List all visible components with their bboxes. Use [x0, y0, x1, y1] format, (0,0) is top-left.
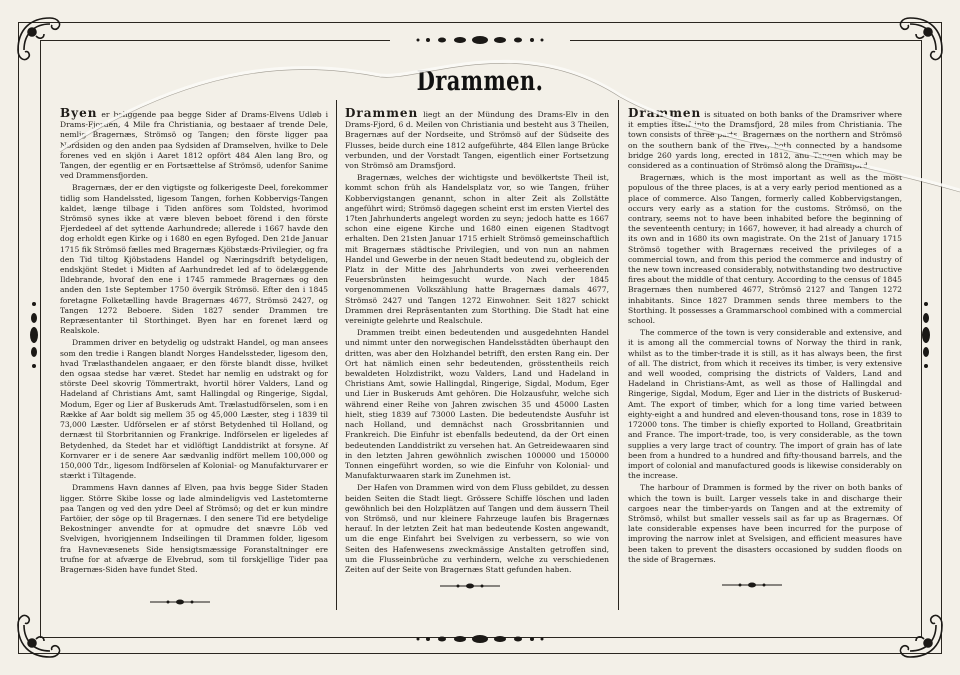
paragraph-text: Drammens Havn dannes af Elven, paa hvis begge Sider Staden ligger. Större Skibe losse og lade almindeligvis ved Lastetomterne paa Tangen og ved den ydre Deel af Strömsö; og det er kun mindre Fartöier, der söge op til Bragernæs. I den senere Tid ere betydelige Bekostninger anvendte for at opmudre det snævre Löb ved Svelvigen, hvorigjennem Indseilingen til Drammen folder, ligesom fra Havnevæsenets Side hensigtsmæssige Foranstaltninger ere trufne for at afværge de Elvebrud, som til forskjellige Tider paa Bragernæs-Siden have fundet Sted. [60, 483, 328, 574]
paragraph-text: Bragernæs, welches der wichtigste und bevölkertste Theil ist, kommt schon früh als Handelsplatz vor, so wie Tangen, früher Kobbervigstangen genannt, schon in alter Zeit als Zollstätte angeführt wird; Strömsö dagegen scheint erst im ersten Viertel des 17ten Jahrhunderts angelegt worden zu seyn; jedoch hatte es 1667 schon eine eigene Kirche und 1680 einen eigenen Stadtvogt erhalten. Den 21sten Januar 1715 erhielt Strömsö gemeinschaftlich mit Bragernæs städtische Privilegien, und von nun an nahmen Handel und Gewerbe in der neuen Stadt bedeutend zu, obgleich der Platz in der Mitte des Jahrhunderts von zwei verheerenden Feuersbrünsten heimgesucht wurde. Nach der 1845 vorgenommenen Volkszählung hatte Bragernæs damals 4677, Strömsö 2427 und Tangen 1272 Einwohner. Seit 1827 schickt Drammen drei Repräsentanten zum Storthing. Die Stadt hat eine vereinigte gelehrte und Realschule. [345, 173, 609, 326]
paragraph [60, 338, 328, 481]
paragraph [628, 173, 902, 326]
paragraph-text: er beliggende paa begge Sider af Drams-Elvens Udløb i Drams-Fjorden, 4 Mile fra Christiania, og bestaaer af trende Dele, nemlig Bragernæs, Strömsö og Tangen; den förste ligger paa Nordsiden og den anden paa Sydsiden af Dramselven, hvilke to Dele forenes ved en skjön i Aaret 1812 opfört 484 Alen lang Bro, og Tangen, der egentlig er en Fortsættelse af Strömsö, udenfor Sanime ved Drammensfjorden. [60, 110, 328, 181]
text-column-norwegian [60, 108, 328, 577]
paragraph [345, 173, 609, 326]
paragraph [60, 108, 328, 181]
paragraph-text: The harbour of Drammen is formed by the river on both banks of which the town is built. Larger vessels take in and discharge their cargoes near the timber-yards on Tangen and at the extremity of Strömsö, whilst but smaller vessels sail as far up as Bragernæs. Of late considerable expenses have been incurred for the purpose of improving the narrow inlet at Svelsigen, and efficient measures have been taken to prevent the disasters occasioned by sudden floods on the side of Bragernæs. [628, 483, 902, 564]
paragraph-text: Drammen treibt einen bedeutenden und ausgedehnten Handel und nimmt unter den norwegischen Handelsstädten überhaupt den dritten, was aber den Holzhandel betrifft, den ersten Rang ein. Der Ort hat nämlich einen sehr bedeutenden, grösstentheils reich bewaldeten Holzdistrikt, wozu Valders, Land und Hadeland in Christians Amt, sowie Hallingdal, Ringerige, Sigdal, Modum, Eger und Lier in Buskeruds Amt gehören. Die Holzausfuhr, welche sich während einer Reihe von Jahren zwischen 35 und 45000 Lasten hielt, stieg 1839 auf 73000 Lasten. Die bedeutendste Ausfuhr ist nach Holland, und demnächst nach Grossbritannien und Frankreich. Die Einfuhr ist ebenfalls bedeutend, da der Ort einen bedeutenden Landdistrikt zu versehen hat. An Getreidewaaren sind in den letzten Jahren gewöhnlich zwischen 100000 und 150000 Tonnen eingeführt worden, so wie die Einfuhr von Kolonial- und Manufakturwaaren stark im Zunehmen ist. [345, 328, 609, 481]
paragraph-text: Bragernæs, which is the most important as well as the most populous of the three places, is at a very early period mentioned as a place of commerce. Also Tangen, formerly called Kobbervigstangen, occurs very early as a station for the customs. Strömsö, on the contrary, seems not to have been inhabited before the beginning of the seventeenth century; in 1667, however, it had already a church of its own and in 1680 its own magistrate. On the 21st of January 1715 Strömsö together with Bragernæs received the privileges of a commercial town, and from this period the commerce and industry of the new town increased considerably, notwithstanding two destructive fires about the middle of that century. According to the census of 1845 Bragernæs then numbered 4677, Strömsö 2127 and Tangen 1272 inhabitants. Since 1827 Drammen sends three members to the Storthing. It possesses a Grammarschool combined with a commercial school. [628, 173, 902, 326]
paragraph-text: is situated on both banks of the Dramsriver where it empties itself into the Dramsfjord, 28 miles from Christiania. The town consists of three parts, Bragernæs on the northern and Strömsö on the southern bank of the river, both connected by a handsome bridge 260 yards long, erected in 1812, and Tangen which may be considered as a continuation of Strömsö along the Dramsfjord. [628, 110, 902, 171]
paragraph [345, 483, 609, 575]
column-divider [618, 100, 619, 610]
corner-flourish-icon [10, 603, 72, 665]
left-border-ornament-icon [27, 290, 41, 380]
paragraph-text: The commerce of the town is very considerable and extensive, and it is among all the commercial towns of Norway the third in rank, whilst as to the timber-trade it is still, as it has always been, the first of all. The district, from which it receives its timber, is very extensive and well wooded, comprising the districts of Valders, Land and Hadeland in Christians-Amt, as well as those of Hallingdal and Ringerige, Sigdal, Modum, Eger and Lier in the districts of Buskerud-Amt. The export of timber, which for a long time varied between eighty-eight a and hundred and eleven-thousand tons, rose in 1839 to 172000 tons. The timber is chiefly exported to Holland, Greatbritain and France. The import-trade, too, is very considerable, as the town supplies a very large tract of country. The import of grain has of late been from a hundred to a hundred and fifty-thousand barrels, and the import of colonial and manufactured goods is likewise considerably on the increase. [628, 328, 902, 481]
paragraph-text: Der Hafen von Drammen wird von dem Fluss gebildet, zu dessen beiden Seiten die Stadt liegt. Grössere Schiffe löschen und laden gewöhnlich bei den Holzplätzen auf Tangen und dem äussern Theil von Strömsö, und nur kleinere Fahrzeuge laufen bis Bragernæs herauf. In der letzten Zeit hat man bedeutende Kosten angewandt, um die enge Einfahrt bei Svelvigen zu verbessern, so wie von Seiten des Hafenwesens zweckmässige Anstalten getroffen sind, um die Flusseinbrüche zu verhindern, welche zu verschiedenen Zeiten auf der Seite von Bragernæs Statt gefunden haben. [345, 483, 609, 574]
paragraph [628, 483, 902, 565]
paragraph [628, 108, 902, 171]
corner-flourish-icon [888, 603, 950, 665]
text-column-english [628, 108, 902, 567]
drop-word: Drammen [345, 106, 419, 120]
page-title: Drammen. [416, 66, 544, 97]
column-end-ornament-icon [440, 582, 500, 590]
corner-flourish-icon [888, 10, 950, 72]
paragraph [628, 328, 902, 481]
right-border-ornament-icon [919, 290, 933, 380]
paragraph [60, 483, 328, 575]
text-column-german [345, 108, 609, 577]
paragraph-text: liegt an der Mündung des Drams-Elv in den Drams-Fjord, 6 d. Meilen von Christiania und besteht aus 3 Theilen, Bragernæs auf der Nordseite, und Strömsö auf der Südseite des Flusses, beide durch eine 1812 aufgeführte, 484 Ellen lange Brücke verbunden, und der Vorstadt Tangen, eigentlich einer Fortsetzung von Strömsö am Dramsfjord. [345, 110, 609, 171]
bottom-border-ornament-icon [390, 632, 570, 646]
paragraph [345, 108, 609, 171]
column-end-ornament-icon [150, 598, 210, 606]
drop-word: Byen [60, 106, 98, 120]
drop-word: Drammen [628, 106, 702, 120]
paragraph-text: Bragernæs, der er den vigtigste og folkerigeste Deel, forekommer tidlig som Handelssted, ligesom Tangen, forhen Kobbervigs-Tangen kaldet, længe tilbage i Tiden anföres som Toldsted, hvorimod Strömsö synes ikke at være bleven beboet förend i den förste Fjerdedeel af det syttende Aarhundrede; allerede i 1667 havde den dog erholdt egen Kirke og i 1680 en egen Byfoged. Den 21de Januar 1715 fik Strömsö fælles med Bragernæs Kjöbstæds-Privilegier, og fra den Tid tiltog Kjöbstadens Handel og Næringsdrift betydeligen, endskjönt Stedet i Midten af Aarhundredet led af to ödelæggende Ildebrande, hvoraf den ene i 1745 rammede Bragernæs og den anden den 1ste September 1750 övergik Strömsö. Efter den i 1845 foretagne Folketælling havde Bragernæs 4677, Strömsö 2427, og Tangen 1272 Beboere. Siden 1827 sender Drammen tre Repræsentanter til Storthinget. Byen har en forenet lærd og Realskole. [60, 183, 328, 336]
paragraph [345, 328, 609, 481]
paragraph-text: Drammen driver en betydelig og udstrakt Handel, og man ansees som den tredie i Rangen blandt Norges Handelssteder, ligesom den, hvad Trælasthandelen angaaer, er den förste blandt disse, hvilket den ogsaa stedse har været. Stedet har nemlig en udstrakt og for störste Deel skovrig Tömmertrakt, hvortil hörer Valders, Land og Hadeland af Christians Amt, samt Hallingdal og Ringerige, Sigdal, Modum, Eger og Lier af Buskeruds Amt. Trælastudförselen, som i en Række af Aar boldt sig mellem 35 og 45,000 Læster, steg i 1839 til 73,000 Læster. Udförselen er af störst Betydenhed til Holland, og dernæst til Storbritannien og Frankrige. Indförselen er ligeledes af Betydenhed, da Stedet har et vidlöftigt Landdistrikt at forsyne. Af Kornvarer er i de senere Aar sædvanlig indfört mellem 100,000 og 150,000 Tdr., ligesom Indförselen af Kolonial- og Manufakturvarer er stærkt i Tiltagende. [60, 338, 328, 481]
paragraph [60, 183, 328, 336]
column-divider [336, 100, 337, 610]
corner-flourish-icon [10, 10, 72, 72]
top-border-ornament-icon [390, 33, 570, 47]
column-end-ornament-icon [722, 581, 782, 589]
